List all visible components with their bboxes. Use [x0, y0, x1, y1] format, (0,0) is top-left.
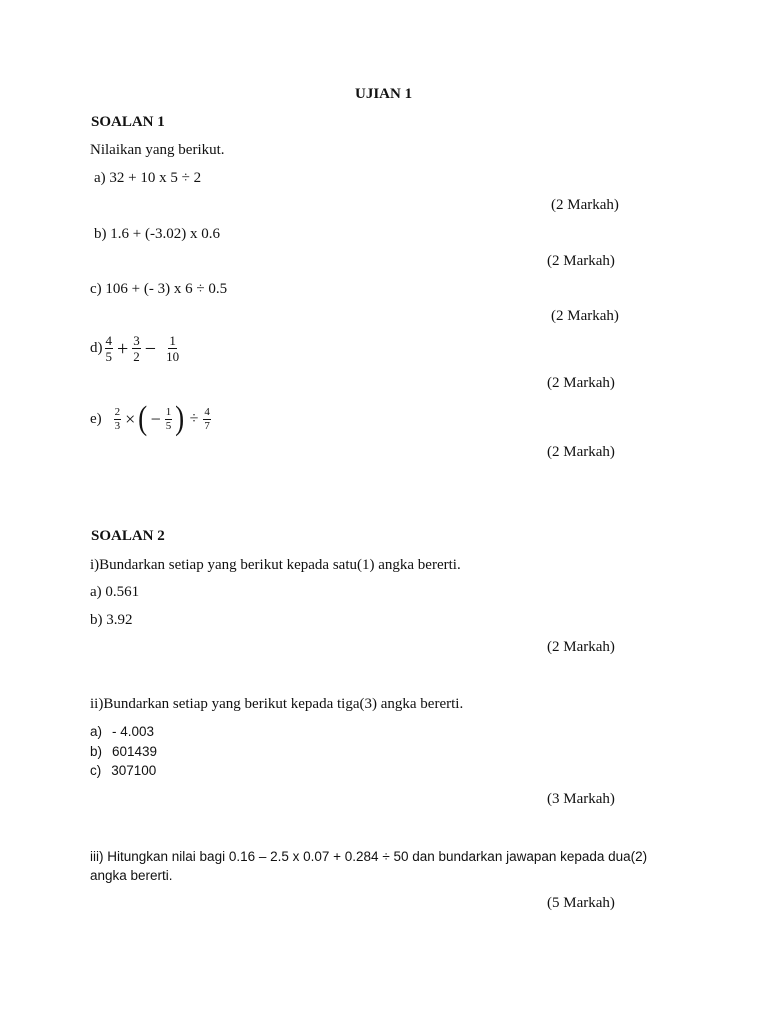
fraction [165, 407, 173, 432]
fraction [203, 407, 211, 432]
question-2i-a: a) 0.561 [90, 584, 140, 600]
denominator: 5 [165, 419, 172, 432]
question-2ii-a [90, 724, 154, 739]
numerator: 4 [105, 333, 112, 348]
question-1b: b) 1.6 + (-3.02) x 0.6 [94, 226, 220, 242]
question-2iii-line1: iii) Hitungkan nilai bagi 0.16 – 2.5 x 0.07 + 0.284 ÷ 50 dan bundarkan jawapan kepada dua(2) [90, 849, 648, 864]
fraction [114, 407, 122, 432]
multiply-operator: × [125, 409, 136, 429]
right-parenthesis: ) [175, 400, 185, 437]
fraction [166, 334, 179, 363]
marks-1c: (2 Markah) [551, 308, 619, 324]
marks-2i: (2 Markah) [547, 639, 615, 655]
left-parenthesis: ( [138, 400, 148, 437]
question-1-instruction: Nilaikan yang berikut. [90, 142, 225, 158]
marks-1e: (2 Markah) [547, 444, 615, 460]
question-1d [90, 334, 181, 363]
question-1e [90, 402, 213, 436]
divide-operator: ÷ [189, 410, 199, 427]
question-1-heading: SOALAN 1 [91, 114, 165, 130]
item-label: c) [90, 763, 102, 778]
question-2ii-c [90, 763, 156, 778]
marks-2iii: (5 Markah) [547, 895, 615, 911]
question-2ii-instruction: ii)Bundarkan setiap yang berikut kepada tiga(3) angka bererti. [90, 696, 464, 712]
denominator: 3 [114, 419, 121, 432]
plus-operator: + [117, 337, 129, 360]
numerator: 1 [169, 333, 176, 348]
question-1a: a) 32 + 10 x 5 ÷ 2 [94, 170, 202, 186]
item-label: a) [90, 724, 103, 739]
question-1e-label: e) [90, 410, 102, 427]
fraction [132, 334, 141, 363]
question-1c: c) 106 + (- 3) x 6 ÷ 0.5 [90, 281, 228, 297]
question-2-heading: SOALAN 2 [91, 528, 165, 544]
numerator: 1 [165, 405, 172, 418]
marks-1b: (2 Markah) [547, 253, 615, 269]
denominator: 5 [105, 349, 112, 364]
question-1d-label: d) [90, 340, 103, 356]
numerator: 2 [114, 405, 121, 418]
numerator: 3 [133, 333, 140, 348]
question-2i-instruction: i)Bundarkan setiap yang berikut kepada satu(1) angka bererti. [90, 557, 461, 573]
item-value: - 4.003 [112, 724, 155, 739]
denominator: 2 [133, 349, 140, 364]
marks-1a: (2 Markah) [551, 197, 619, 213]
item-value: 307100 [111, 763, 157, 778]
minus-operator: − [144, 337, 157, 360]
denominator: 7 [204, 419, 210, 432]
item-label: b) [90, 744, 103, 759]
denominator: 10 [166, 349, 180, 364]
fraction [105, 334, 114, 363]
question-2i-b: b) 3.92 [90, 612, 133, 628]
marks-1d: (2 Markah) [547, 375, 615, 391]
page-title: UJIAN 1 [355, 86, 413, 102]
question-2iii-line2: angka bererti. [90, 868, 173, 883]
numerator: 4 [204, 405, 210, 418]
item-value: 601439 [112, 744, 158, 759]
negative-sign: − [150, 409, 161, 429]
question-2ii-b [90, 744, 157, 759]
marks-2ii: (3 Markah) [547, 791, 615, 807]
